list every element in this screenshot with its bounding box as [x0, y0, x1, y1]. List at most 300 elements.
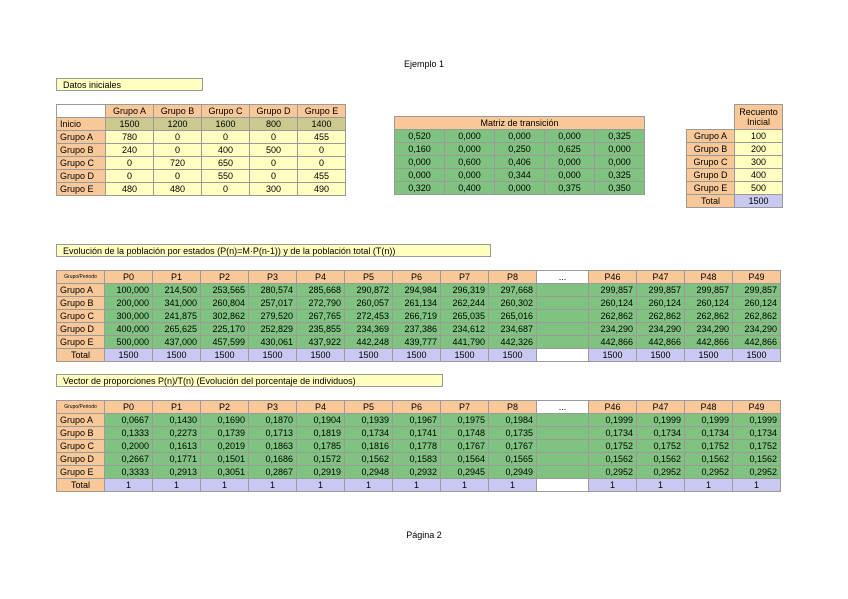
table-cell: 0,000 — [445, 143, 495, 156]
table-cell: 0,000 — [545, 156, 595, 169]
column-header: P3 — [249, 401, 297, 414]
table-cell: 550 — [202, 170, 250, 183]
total-row — [57, 479, 781, 492]
column-header: P5 — [345, 271, 393, 284]
table-cell: 0,520 — [395, 130, 445, 143]
table-cell: 0,1752 — [733, 440, 781, 453]
table-cell: 0,2867 — [249, 466, 297, 479]
table-cell: 234,612 — [441, 323, 489, 336]
table-cell: 1200 — [154, 118, 202, 131]
column-header: P3 — [249, 271, 297, 284]
column-header: P1 — [153, 401, 201, 414]
table-cell: 0,000 — [545, 130, 595, 143]
table-cell: 299,857 — [733, 284, 781, 297]
table-cell: 272,453 — [345, 310, 393, 323]
table-cell: 241,875 — [153, 310, 201, 323]
column-header: P8 — [489, 271, 537, 284]
table-cell: 234,290 — [589, 323, 637, 336]
table-cell: 0,2019 — [201, 440, 249, 453]
table-cell: 0,1613 — [153, 440, 201, 453]
table-cell: 0,250 — [495, 143, 545, 156]
table-row — [57, 144, 346, 157]
table-cell: 0,000 — [495, 182, 545, 195]
row-label: Grupo D — [57, 170, 106, 183]
table-cell: 0,1562 — [589, 453, 637, 466]
table-cell: 500 — [735, 182, 783, 195]
row-label: Grupo C — [57, 157, 106, 170]
row-label: Grupo D — [687, 169, 735, 182]
table-cell: 0,000 — [495, 130, 545, 143]
column-header: Grupo C — [202, 105, 250, 118]
table-cell: 0,1752 — [685, 440, 733, 453]
table-cell: 262,862 — [589, 310, 637, 323]
table-cell: 267,765 — [297, 310, 345, 323]
table-cell: 0,1686 — [249, 453, 297, 466]
table-row — [57, 170, 346, 183]
table-cell: 400 — [735, 169, 783, 182]
table-cell: 0,1501 — [201, 453, 249, 466]
table-cell: 100,000 — [105, 284, 153, 297]
table-cell — [687, 105, 735, 130]
table-cell: 0 — [250, 170, 298, 183]
table-cell: 1500 — [105, 349, 153, 362]
table-row — [57, 414, 781, 427]
row-label: Grupo E — [687, 182, 735, 195]
table-cell — [537, 336, 589, 349]
table-cell: 0 — [250, 157, 298, 170]
row-label: Grupo A — [57, 131, 106, 144]
table-cell: 1500 — [441, 349, 489, 362]
table-cell: 0,1565 — [489, 453, 537, 466]
table-cell: 257,017 — [249, 297, 297, 310]
table-cell: 0 — [202, 131, 250, 144]
table-cell — [537, 466, 589, 479]
table-cell: 437,922 — [297, 336, 345, 349]
table-row — [57, 336, 781, 349]
table-cell: 265,625 — [153, 323, 201, 336]
table-row — [395, 182, 645, 195]
table-cell: 0 — [298, 157, 346, 170]
column-header: P4 — [297, 401, 345, 414]
table-cell: 0,325 — [595, 130, 645, 143]
table-cell: 0,1767 — [489, 440, 537, 453]
table-cell: 442,248 — [345, 336, 393, 349]
table-cell: 0,1562 — [637, 453, 685, 466]
row-label: Inicio — [57, 118, 106, 131]
table-cell: 0 — [154, 144, 202, 157]
table-cell: 0,1734 — [589, 427, 637, 440]
recuento-header — [735, 105, 783, 130]
table-cell: 0 — [106, 170, 154, 183]
recuento-table — [686, 104, 783, 208]
table-cell — [537, 479, 589, 492]
table-cell: 1 — [297, 479, 345, 492]
table-row — [57, 427, 781, 440]
table-cell: 260,302 — [489, 297, 537, 310]
table-cell: 480 — [106, 183, 154, 196]
table-cell: 800 — [250, 118, 298, 131]
table-cell: 400,000 — [105, 323, 153, 336]
table-cell: 300 — [250, 183, 298, 196]
table-cell: 0,1999 — [733, 414, 781, 427]
row-label: Grupo D — [57, 453, 105, 466]
table-cell: 1 — [153, 479, 201, 492]
table-cell: 0,2948 — [345, 466, 393, 479]
table-cell: 237,386 — [393, 323, 441, 336]
table-cell: 1600 — [202, 118, 250, 131]
table-row — [57, 310, 781, 323]
column-header: P5 — [345, 401, 393, 414]
table-cell: 225,170 — [201, 323, 249, 336]
datos-iniciales-header-row — [57, 105, 346, 118]
table-cell: 0,406 — [495, 156, 545, 169]
table-cell: 100 — [735, 130, 783, 143]
table-cell: 300 — [735, 156, 783, 169]
column-header: P0 — [105, 401, 153, 414]
table-cell: 0,000 — [445, 130, 495, 143]
column-header: P6 — [393, 401, 441, 414]
table-cell: 0,1870 — [249, 414, 297, 427]
recuento-header-line2: Inicial — [746, 117, 770, 127]
table-cell: 0 — [154, 170, 202, 183]
column-header: P6 — [393, 271, 441, 284]
table-cell: 0,000 — [595, 156, 645, 169]
table-cell: 0 — [154, 131, 202, 144]
table-cell: 260,804 — [201, 297, 249, 310]
table-cell: 0,1735 — [489, 427, 537, 440]
column-header: P47 — [637, 401, 685, 414]
table-cell: 0,1333 — [105, 427, 153, 440]
column-header: Grupo B — [154, 105, 202, 118]
table-cell: 0,1767 — [441, 440, 489, 453]
table-cell: 0,1984 — [489, 414, 537, 427]
table-cell: 442,326 — [489, 336, 537, 349]
table-cell: 1400 — [298, 118, 346, 131]
table-cell: 1500 — [297, 349, 345, 362]
proporciones-table — [56, 400, 781, 492]
column-header: P46 — [589, 271, 637, 284]
table-cell: 0,400 — [445, 182, 495, 195]
page-title: Ejemplo 1 — [403, 59, 445, 69]
row-label: Grupo C — [57, 310, 105, 323]
table-cell: 1 — [105, 479, 153, 492]
table-cell: 266,719 — [393, 310, 441, 323]
table-cell: 0,375 — [545, 182, 595, 195]
datos-iniciales-inicio-row — [57, 118, 346, 131]
table-cell: 0,344 — [495, 169, 545, 182]
table-cell: 455 — [298, 170, 346, 183]
table-cell: 0,1819 — [297, 427, 345, 440]
column-header: Grupo A — [106, 105, 154, 118]
table-cell: 0,1752 — [637, 440, 685, 453]
table-cell: 0 — [106, 157, 154, 170]
column-header: P8 — [489, 401, 537, 414]
table-cell: 0,320 — [395, 182, 445, 195]
table-row — [57, 131, 346, 144]
table-cell: 0,1999 — [685, 414, 733, 427]
table-cell — [57, 105, 106, 118]
table-cell: 0,1562 — [345, 453, 393, 466]
table-cell: 0,2919 — [297, 466, 345, 479]
table-cell: 1500 — [589, 349, 637, 362]
table-cell: 0,2000 — [105, 440, 153, 453]
row-label: Grupo B — [57, 427, 105, 440]
table-cell: 1 — [685, 479, 733, 492]
table-row — [687, 156, 783, 169]
table-cell: 0,1734 — [733, 427, 781, 440]
table-cell: 0,1562 — [685, 453, 733, 466]
table-cell: 1500 — [153, 349, 201, 362]
row-label: Grupo A — [57, 414, 105, 427]
table-cell: 200 — [735, 143, 783, 156]
row-label: Total — [57, 479, 105, 492]
table-row — [395, 169, 645, 182]
table-cell: 1 — [637, 479, 685, 492]
table-cell: 430,061 — [249, 336, 297, 349]
table-cell: 0,000 — [545, 169, 595, 182]
table-cell: 0,1999 — [589, 414, 637, 427]
row-label: Grupo E — [57, 336, 105, 349]
table-cell: 260,057 — [345, 297, 393, 310]
table-cell: 0,625 — [545, 143, 595, 156]
table-cell: 0,160 — [395, 143, 445, 156]
table-row — [57, 440, 781, 453]
row-label: Total — [687, 195, 735, 208]
table-cell: 280,574 — [249, 284, 297, 297]
table-cell: 0,2945 — [441, 466, 489, 479]
table-cell: 0,1562 — [733, 453, 781, 466]
table-cell: 0,1572 — [297, 453, 345, 466]
table-cell: 260,124 — [589, 297, 637, 310]
table-cell: 262,244 — [441, 297, 489, 310]
table-cell: 265,035 — [441, 310, 489, 323]
table-row — [687, 169, 783, 182]
table-cell: 260,124 — [685, 297, 733, 310]
recuento-total-row — [687, 195, 783, 208]
column-header: Grupo E — [298, 105, 346, 118]
row-label: Grupo B — [57, 297, 105, 310]
table-cell: 0,1975 — [441, 414, 489, 427]
row-label: Grupo D — [57, 323, 105, 336]
table-cell: 299,857 — [637, 284, 685, 297]
row-label: Grupo A — [687, 130, 735, 143]
table-cell — [537, 349, 589, 362]
table-cell — [537, 453, 589, 466]
table-cell: 0,000 — [445, 169, 495, 182]
table-cell: 400 — [202, 144, 250, 157]
table-cell: 1 — [393, 479, 441, 492]
table-cell: 297,668 — [489, 284, 537, 297]
table-cell: 0,2667 — [105, 453, 153, 466]
table-cell: 442,866 — [637, 336, 685, 349]
table-cell: 252,829 — [249, 323, 297, 336]
table-cell: 0,1863 — [249, 440, 297, 453]
table-cell: 490 — [298, 183, 346, 196]
column-header: P4 — [297, 271, 345, 284]
table-row — [57, 466, 781, 479]
table-row — [687, 130, 783, 143]
table-cell: 1500 — [106, 118, 154, 131]
table-row — [57, 297, 781, 310]
table-cell: 0,1904 — [297, 414, 345, 427]
table-cell: 262,862 — [637, 310, 685, 323]
column-header: P49 — [733, 401, 781, 414]
table-cell: 0,3051 — [201, 466, 249, 479]
table-cell: 500 — [250, 144, 298, 157]
table-cell: 0,1748 — [441, 427, 489, 440]
table-cell: 437,000 — [153, 336, 201, 349]
table-cell: 0,350 — [595, 182, 645, 195]
corner-header: Grupo/Periodo — [57, 271, 105, 284]
recuento-header-row — [687, 105, 783, 130]
column-header: P47 — [637, 271, 685, 284]
table-cell: 0,2952 — [589, 466, 637, 479]
matriz-table — [394, 116, 645, 195]
table-cell: 0,000 — [395, 169, 445, 182]
table-cell: 341,000 — [153, 297, 201, 310]
row-label: Grupo E — [57, 466, 105, 479]
row-label: Grupo B — [57, 144, 106, 157]
table-cell: 0 — [250, 131, 298, 144]
table-cell: 0,1734 — [345, 427, 393, 440]
column-header: P49 — [733, 271, 781, 284]
matriz-title: Matriz de transición — [395, 117, 645, 130]
table-cell: 1500 — [489, 349, 537, 362]
datos-iniciales-title: Datos iniciales — [56, 78, 203, 91]
table-cell: 235,855 — [297, 323, 345, 336]
table-cell: 650 — [202, 157, 250, 170]
table-cell: 0,1785 — [297, 440, 345, 453]
table-cell: 0,1564 — [441, 453, 489, 466]
table-cell: 0,1752 — [589, 440, 637, 453]
table-cell: 294,984 — [393, 284, 441, 297]
evolucion-table — [56, 270, 781, 362]
table-row — [687, 182, 783, 195]
table-cell: 1 — [733, 479, 781, 492]
table-cell: 261,134 — [393, 297, 441, 310]
table-cell: 480 — [154, 183, 202, 196]
table-row — [395, 143, 645, 156]
row-label: Grupo A — [57, 284, 105, 297]
table-cell: 0,325 — [595, 169, 645, 182]
evolucion-title: Evolución de la población por estados (P(n)=M·P(n-1)) y de la población total (T(n)) — [56, 244, 491, 257]
table-cell: 290,872 — [345, 284, 393, 297]
table-cell: 1500 — [733, 349, 781, 362]
table-cell: 299,857 — [589, 284, 637, 297]
table-cell: 234,290 — [685, 323, 733, 336]
column-header: P7 — [441, 271, 489, 284]
table-cell: 0,1967 — [393, 414, 441, 427]
column-header: Grupo D — [250, 105, 298, 118]
table-cell: 0,2952 — [637, 466, 685, 479]
table-cell: 720 — [154, 157, 202, 170]
column-header: P1 — [153, 271, 201, 284]
table-cell — [537, 323, 589, 336]
column-header: P48 — [685, 401, 733, 414]
table-cell: 234,290 — [733, 323, 781, 336]
table-cell: 1500 — [249, 349, 297, 362]
table-cell — [537, 284, 589, 297]
table-row — [395, 130, 645, 143]
table-cell: 0 — [298, 144, 346, 157]
table-cell: 1500 — [685, 349, 733, 362]
total-row — [57, 349, 781, 362]
table-row — [57, 183, 346, 196]
column-header: P48 — [685, 271, 733, 284]
table-cell: 0,1939 — [345, 414, 393, 427]
proporciones-title: Vector de proporciones P(n)/T(n) (Evolución del porcentaje de individuos) — [56, 374, 443, 387]
table-cell: 279,520 — [249, 310, 297, 323]
table-cell — [537, 310, 589, 323]
table-cell: 1500 — [201, 349, 249, 362]
table-cell: 214,500 — [153, 284, 201, 297]
table-cell: 1500 — [735, 195, 783, 208]
table-cell: 285,668 — [297, 284, 345, 297]
table-cell — [537, 414, 589, 427]
table-cell: 260,124 — [733, 297, 781, 310]
row-label: Grupo E — [57, 183, 106, 196]
table-header-row — [57, 271, 781, 284]
table-cell: 1500 — [393, 349, 441, 362]
table-row — [395, 156, 645, 169]
table-cell: 253,565 — [201, 284, 249, 297]
table-cell: 0,1430 — [153, 414, 201, 427]
table-cell — [537, 427, 589, 440]
table-cell: 0,1713 — [249, 427, 297, 440]
table-cell — [537, 297, 589, 310]
table-row — [57, 453, 781, 466]
table-cell: 262,862 — [685, 310, 733, 323]
table-cell: 0,000 — [395, 156, 445, 169]
row-label: Grupo C — [57, 440, 105, 453]
table-cell: 234,290 — [637, 323, 685, 336]
table-cell: 457,599 — [201, 336, 249, 349]
table-cell: 455 — [298, 131, 346, 144]
table-cell: 441,790 — [441, 336, 489, 349]
table-cell: 240 — [106, 144, 154, 157]
table-cell: 1 — [489, 479, 537, 492]
matriz-header-row — [395, 117, 645, 130]
table-cell: 0,2913 — [153, 466, 201, 479]
table-cell: 0,1583 — [393, 453, 441, 466]
table-cell: 0,1739 — [201, 427, 249, 440]
table-row — [57, 323, 781, 336]
table-cell: 0,2949 — [489, 466, 537, 479]
table-cell: 0,1778 — [393, 440, 441, 453]
table-cell: 265,016 — [489, 310, 537, 323]
table-cell: 0,2952 — [733, 466, 781, 479]
corner-header: Grupo/Periodo — [57, 401, 105, 414]
table-cell: 442,866 — [589, 336, 637, 349]
table-cell: 302,862 — [201, 310, 249, 323]
column-header: ... — [537, 401, 589, 414]
page-footer: Página 2 — [406, 530, 442, 540]
table-cell: 500,000 — [105, 336, 153, 349]
table-cell: 0,2273 — [153, 427, 201, 440]
row-label: Grupo C — [687, 156, 735, 169]
table-cell: 439,777 — [393, 336, 441, 349]
table-cell: 0,1741 — [393, 427, 441, 440]
row-label: Total — [57, 349, 105, 362]
table-cell: 1500 — [637, 349, 685, 362]
table-cell: 1 — [345, 479, 393, 492]
table-cell: 0,1734 — [637, 427, 685, 440]
table-cell: 272,790 — [297, 297, 345, 310]
table-row — [57, 157, 346, 170]
table-cell: 442,866 — [733, 336, 781, 349]
table-cell: 1 — [589, 479, 637, 492]
column-header: P2 — [201, 401, 249, 414]
